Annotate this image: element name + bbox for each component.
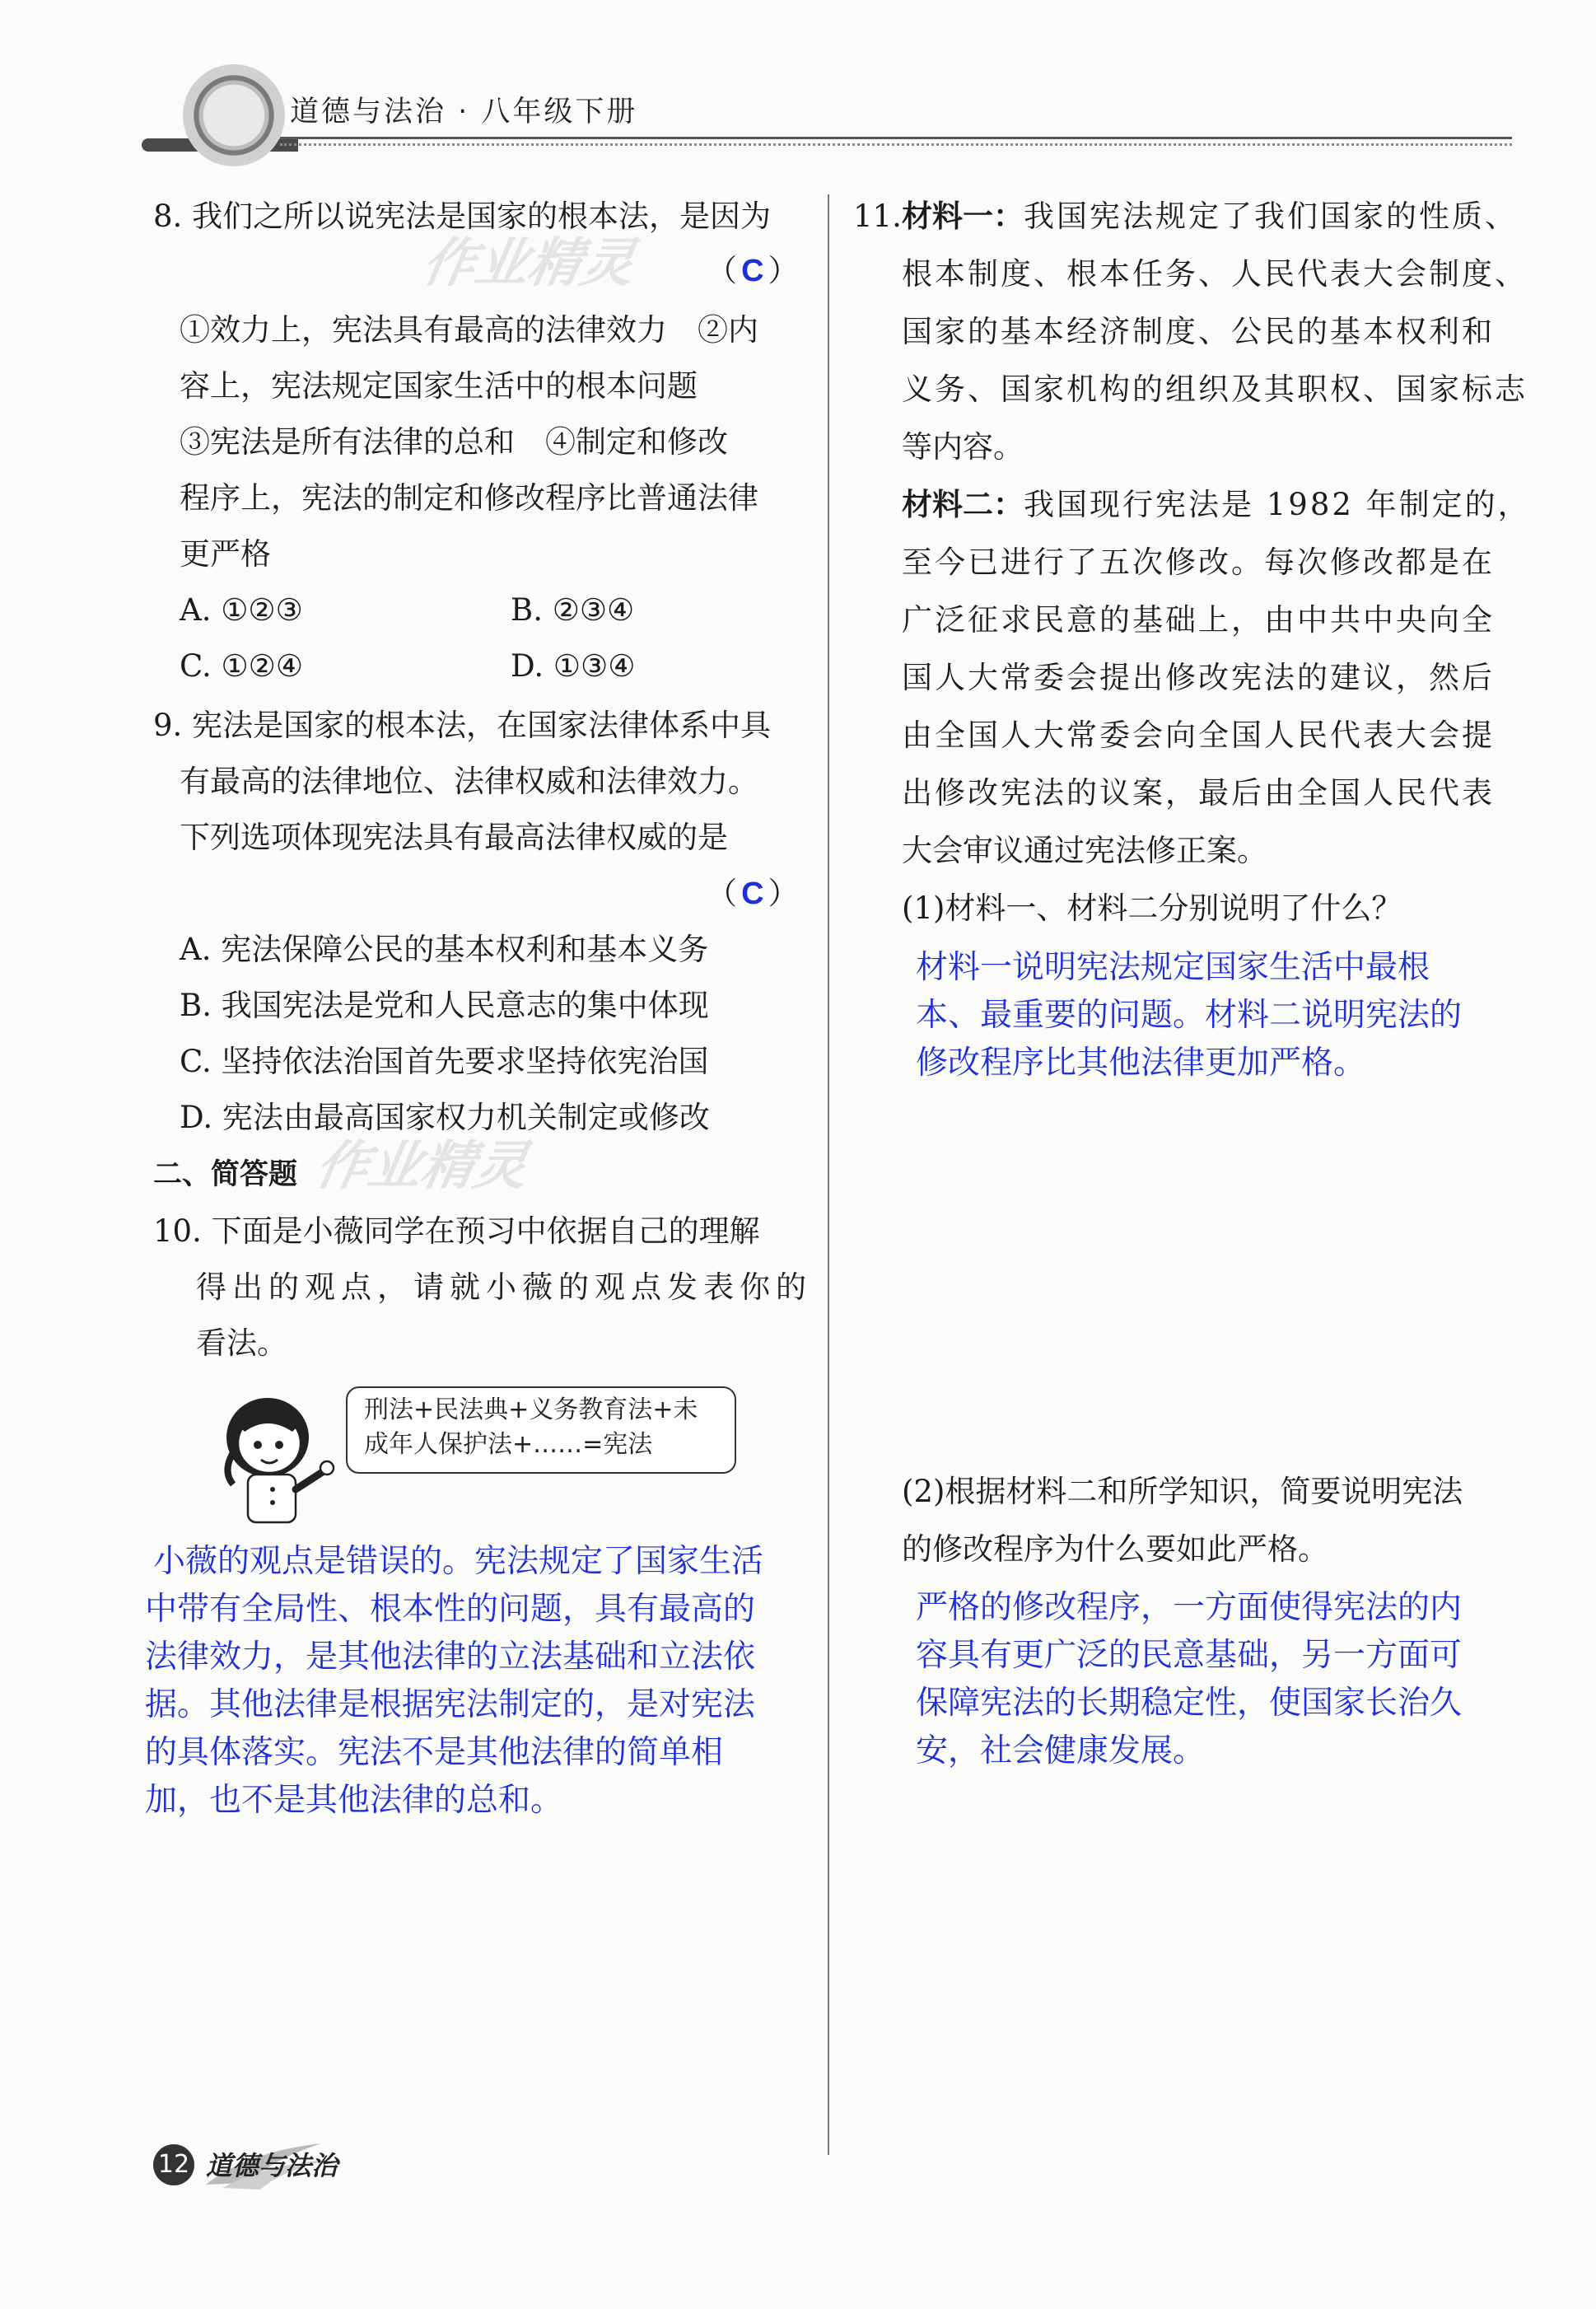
q8-option: C. ①②④ xyxy=(180,648,304,684)
q9-line: 有最高的法律地位、法律权威和法律效力。 xyxy=(180,764,758,799)
material1-line: 我国宪法规定了我们国家的性质、 xyxy=(1024,199,1518,234)
material1-line: 义务、国家机构的组织及其职权、国家标志 xyxy=(902,372,1528,407)
q11-sub1: (1)材料一、材料二分别说明了什么？ xyxy=(902,890,1402,926)
answer-line: 加，也不是其他法律的总和。 xyxy=(145,1782,563,1819)
bracket-open: （ xyxy=(707,253,737,288)
q11-number: 11. xyxy=(853,199,902,234)
answer-line: 法律效力，是其他法律的立法基础和立法依 xyxy=(145,1638,756,1676)
speech-line: 刑法+民法典+义务教育法+未 xyxy=(364,1395,698,1424)
answer-line: 材料一说明宪法规定国家生活中最根 xyxy=(916,949,1430,986)
q8-answer: C xyxy=(741,254,764,288)
material2-line: 大会审议通过宪法修正案。 xyxy=(902,833,1267,868)
material2-line: 由全国人大常委会向全国人民代表大会提 xyxy=(902,717,1495,753)
header-rule-line xyxy=(280,137,1512,139)
q9-option: D. 宪法由最高国家权力机关制定或修改 xyxy=(180,1100,710,1135)
q9-answer-box xyxy=(707,868,799,913)
q11-material1-first xyxy=(902,188,1518,245)
q9-option: A. 宪法保障公民的基本权利和基本义务 xyxy=(180,932,709,967)
answer-line: 中带有全局性、根本性的问题，具有最高的 xyxy=(145,1591,756,1628)
q11-sub2: 的修改程序为什么要如此严格。 xyxy=(902,1531,1328,1567)
watermark: 作业精灵 xyxy=(418,233,640,294)
material2-line: 国人大常委会提出修改宪法的建议，然后 xyxy=(902,660,1495,695)
q8-line: 程序上，宪法的制定和修改程序比普通法律 xyxy=(180,480,758,516)
page-number: 12 xyxy=(153,2144,194,2185)
q8-line: 容上，宪法规定国家生活中的根本问题 xyxy=(180,368,698,404)
q9-line: 9. 宪法是国家的根本法，在国家法律体系中具 xyxy=(153,708,772,743)
material1-line: 等内容。 xyxy=(902,429,1024,465)
q11-answer1 xyxy=(916,944,1462,1087)
answer-line: 的具体落实。宪法不是其他法律的简单相 xyxy=(145,1734,724,1771)
header-rule-dotted xyxy=(280,143,1512,146)
dragon-emblem-icon xyxy=(183,64,285,166)
bracket-open: （ xyxy=(707,876,737,911)
q8-line: 更严格 xyxy=(180,536,271,572)
section-heading: 二、简答题 xyxy=(153,1158,298,1191)
q9-line: 下列选项体现宪法具有最高法律权威的是 xyxy=(180,820,728,855)
q8-stem: 8. 我们之所以说宪法是国家的根本法，是因为 xyxy=(153,199,772,234)
material1-label: 材料一： xyxy=(902,199,1024,234)
q8-option: D. ①③④ xyxy=(511,648,636,684)
header-title: 道德与法治 · 八年级下册 xyxy=(290,96,638,129)
q9-answer: C xyxy=(741,876,764,911)
answer-line: 严格的修改程序，一方面使得宪法的内 xyxy=(916,1589,1463,1626)
footer-logo: 道德与法治 xyxy=(206,2150,338,2181)
answer-line: 修改程序比其他法律更加严格。 xyxy=(916,1045,1366,1082)
q8-line: ③宪法是所有法律的总和 ④制定和修改 xyxy=(180,424,728,460)
watermark: 作业精灵 xyxy=(310,1136,533,1197)
q10-line: 得出的观点，请就小薇的观点发表你的 xyxy=(196,1269,812,1305)
material2-line: 出修改宪法的议案，最后由全国人民代表 xyxy=(902,775,1495,811)
material2-line: 广泛征求民意的基础上，由中共中央向全 xyxy=(902,602,1495,638)
answer-line: 本、最重要的问题。材料二说明宪法的 xyxy=(916,997,1463,1034)
q8-option: B. ②③④ xyxy=(511,592,635,628)
column-divider xyxy=(828,194,829,2155)
material2-line: 至今已进行了五次修改。每次修改都是在 xyxy=(902,545,1495,580)
speech-line: 成年人保护法+……=宪法 xyxy=(364,1430,653,1459)
q8-option: A. ①②③ xyxy=(180,592,303,628)
bracket-close: ） xyxy=(768,253,799,288)
answer-line: 容具有更广泛的民意基础，另一方面可 xyxy=(916,1637,1463,1674)
bracket-close: ） xyxy=(768,876,799,911)
material2-label: 材料二： xyxy=(902,487,1024,522)
q8-answer-box xyxy=(707,245,799,290)
answer-line: 据。其他法律是根据宪法制定的，是对宪法 xyxy=(145,1686,756,1723)
material1-line: 国家的基本经济制度、公民的基本权利和 xyxy=(902,314,1495,349)
q11-sub2: (2)根据材料二和所学知识，简要说明宪法 xyxy=(902,1474,1463,1509)
q11-material2-first xyxy=(902,476,1531,533)
answer-line: 保障宪法的长期稳定性，使国家长治久 xyxy=(916,1685,1463,1722)
speech-text xyxy=(364,1393,698,1462)
q10-line: 10. 下面是小薇同学在预习中依据自己的理解 xyxy=(153,1213,760,1249)
q10-line: 看法。 xyxy=(196,1325,287,1361)
q9-option: B. 我国宪法是党和人民意志的集中体现 xyxy=(180,988,709,1023)
q10-answer xyxy=(145,1538,763,1825)
answer-line: 小薇的观点是错误的。宪法规定了国家生活 xyxy=(153,1543,764,1580)
q11-answer2 xyxy=(916,1584,1462,1775)
q8-line: ①效力上，宪法具有最高的法律效力 ②内 xyxy=(180,312,758,348)
q9-option: C. 坚持依法治国首先要求坚持依宪治国 xyxy=(180,1044,709,1079)
answer-line: 安，社会健康发展。 xyxy=(916,1732,1206,1769)
material2-line: 我国现行宪法是 1982 年制定的， xyxy=(1024,487,1531,522)
material1-line: 根本制度、根本任务、人民代表大会制度、 xyxy=(902,256,1528,292)
girl-illustration xyxy=(210,1392,354,1524)
